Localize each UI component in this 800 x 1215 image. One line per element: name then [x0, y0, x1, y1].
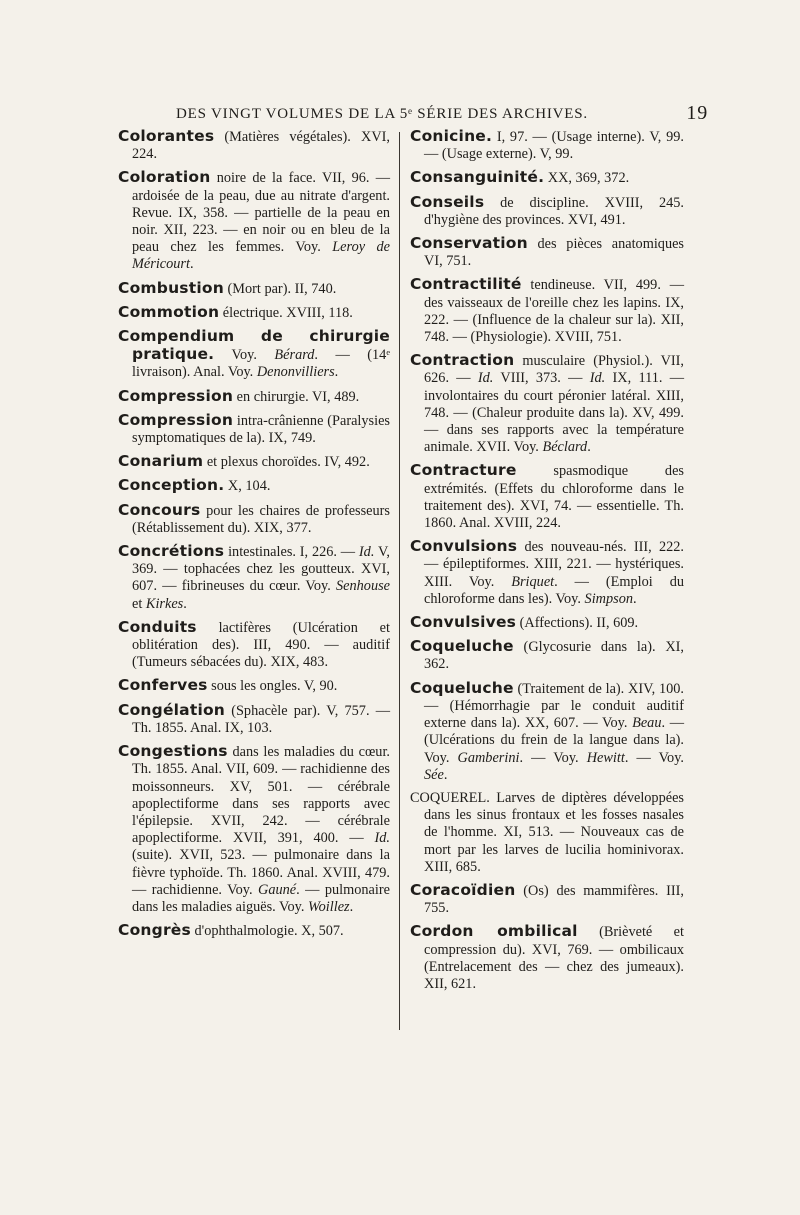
entry-text: XX, 369, 372. — [544, 170, 630, 187]
entry-text: (suite). XVII, 523. — pulmonaire dans la fièvre typhoïde. Th. 1860. Anal. XVIII, 479. — rachidienne. Voy. — [132, 847, 390, 898]
entry-headword: Compendium de chirurgie pratique. — [118, 327, 390, 364]
page-number: 19 — [686, 102, 708, 124]
entry-headword: Coqueluche — [410, 637, 514, 656]
entry-reference: Simpson — [584, 590, 634, 607]
index-entry — [118, 502, 390, 537]
entry-headword: Conception. — [118, 476, 225, 495]
index-entry — [410, 462, 684, 532]
entry-headword: Contractilité — [410, 275, 522, 294]
entry-headword: Contracture — [410, 461, 517, 480]
entry-headword: Consanguinité. — [410, 168, 545, 187]
entry-headword: Colorantes — [118, 127, 215, 145]
index-entry — [118, 477, 390, 495]
entry-reference: Béclard — [542, 439, 588, 456]
header-title: DES VINGT VOLUMES DE LA 5ᵉ SÉRIE DES ARCHIVES. — [176, 106, 588, 122]
entry-headword: Conferves — [118, 676, 208, 695]
entry-text: (Glycosurie dans la). XI, 362. — [424, 639, 684, 673]
entry-headword: Contraction — [410, 351, 515, 370]
entry-reference: Woillez — [308, 898, 350, 915]
entry-headword: Conarium — [118, 452, 204, 471]
entry-reference: Id. — [589, 370, 606, 387]
entry-text: VIII, 373. — — [493, 370, 590, 387]
index-entry — [118, 619, 390, 672]
entry-text: de discipline. XVIII, 245. d'hygiène des provinces. XVI, 491. — [424, 194, 684, 228]
entry-text: . — (Ulcérations du frein de la langue dans la). Voy. — [424, 715, 684, 766]
entry-text: lactifères (Ulcération et oblitération des). III, 490. — auditif (Tumeurs sébacées du). XIX, 483. — [132, 619, 390, 671]
entry-reference: Senhouse — [336, 578, 390, 595]
index-entry — [410, 614, 684, 632]
entry-text: d'ophthalmologie. X, 507. — [190, 923, 344, 940]
entry-text: Voy. — [214, 347, 275, 364]
index-entry — [410, 128, 684, 163]
index-entry — [410, 235, 684, 270]
entry-text: . — (14ᵉ livraison). Anal. Voy. — [132, 347, 390, 381]
entry-reference: Sée — [424, 766, 444, 783]
entry-text: (Matières végétales). XVI, 224. — [132, 129, 390, 163]
entry-reference: Leroy de Méricourt — [132, 239, 390, 273]
index-entry — [410, 194, 684, 229]
entry-text: I, 97. — (Usage interne). V, 99. — (Usage externe). V, 99. — [424, 129, 684, 163]
entry-text: électrique. XVIII, 118. — [219, 304, 353, 321]
entry-headword: Conduits — [118, 617, 197, 636]
entry-text: (Os) des mammifères. III, 755. — [424, 882, 684, 917]
entry-text: pour les chaires de professeurs (Rétablissement du). XIX, 377. — [132, 502, 390, 536]
entry-text: tendineuse. VII, 499. — des vaisseaux de l'oreille chez les lapins. IX, 222. — (Influence de la chaleur sur la). XII, 748. — (Physiologie). XVIII, 751. — [424, 277, 684, 346]
index-entry — [410, 882, 684, 917]
index-entry — [410, 790, 684, 876]
entry-text: . — [183, 595, 187, 612]
entry-text: . — pulmonaire dans les maladies aiguës. Voy. — [132, 881, 390, 915]
index-entry — [410, 276, 684, 346]
entry-headword: Compression — [118, 386, 234, 405]
entry-text: (Affections). II, 609. — [516, 615, 639, 632]
index-entry — [118, 128, 390, 163]
index-entry — [410, 352, 684, 456]
entry-reference: Gauné — [258, 881, 297, 898]
entry-text: des pièces anatomiques VI, 751. — [424, 236, 684, 270]
entry-text: en chirurgie. VI, 489. — [233, 388, 360, 405]
entry-headword: Convulsions — [410, 537, 518, 556]
index-entry — [118, 169, 390, 273]
entry-text: . — [349, 898, 354, 915]
entry-text: . — [443, 766, 448, 783]
entry-text: IX, 111. — involontaires du court péronier latéral. XIII, 748. — (Chaleur produite dans la). XV, 499. — dans ses rapports avec la température animale. XVII. Voy. — [424, 370, 684, 456]
index-entry — [410, 680, 684, 784]
entry-text: intestinales. I, 226. — — [224, 544, 359, 561]
entry-text: . — Voy. — [519, 749, 587, 766]
entry-text: des nouveau-nés. III, 222. — épileptiformes. XIII, 221. — hystériques. XIII. Voy. — [424, 539, 684, 590]
entry-reference: Briquet — [511, 573, 555, 590]
entry-reference: Denonvilliers — [256, 364, 335, 381]
index-entry — [118, 304, 390, 322]
right-column — [410, 128, 684, 999]
entry-reference: Id. — [477, 370, 494, 387]
entry-headword: Congrès — [118, 921, 191, 940]
entry-text: V, 369. — tophacées chez les goutteux. XVI, 607. — fibrineuses du cœur. Voy. — [132, 544, 391, 595]
entry-text: spasmodique des extrémités. (Effets du chloroforme dans le traitement des). XVI, 74. — essentielle. Th. 1860. Anal. XVIII, 224. — [424, 463, 684, 532]
entry-headword: Convulsives — [410, 613, 517, 632]
entry-reference: Hewitt — [586, 749, 625, 766]
index-entry — [118, 328, 390, 382]
entry-text: et — [132, 595, 146, 612]
entry-text: intra-crânienne (Paralysies symptomatiques de la). IX, 749. — [132, 412, 390, 447]
index-entry — [410, 169, 684, 187]
entry-text: sous les ongles. V, 90. — [207, 678, 338, 695]
entry-reference: Gamberini — [457, 749, 520, 766]
entry-headword: Coqueluche — [410, 678, 514, 697]
column-divider — [399, 132, 400, 1030]
entry-reference: Kirkes — [145, 595, 184, 612]
entry-headword: Conservation — [410, 234, 528, 253]
entry-reference: Id. — [358, 544, 375, 561]
entry-headword: Concrétions — [118, 542, 225, 561]
entry-text: . — [334, 364, 339, 381]
index-entry — [118, 412, 390, 447]
entry-headword: Conseils — [410, 192, 485, 211]
index-columns — [118, 128, 690, 1168]
entry-headword: Coracoïdien — [410, 880, 516, 899]
entry-text: dans les maladies du cœur. Th. 1855. Anal. VII, 609. — rachidienne des moissonneurs. XV, 501. — cérébrale apoplectiforme dans ses rapports avec l'épilepsie. XVII, 242. — cérébrale apoplectiforme. XVII, 391, 400. — — [132, 744, 390, 847]
entry-text: (Traitement de la). XIV, 100. — (Hémorrhagie par le conduit auditif externe dans la). XX, 607. — Voy. — [424, 680, 684, 732]
index-entry — [118, 388, 390, 406]
entry-text: . — [587, 439, 591, 456]
entry-headword: Compression — [118, 410, 234, 429]
entry-headword: Congestions — [118, 742, 228, 761]
entry-headword: Conicine. — [410, 127, 493, 145]
entry-text: COQUEREL. Larves de diptères développées dans les sinus frontaux et les fosses nasales de l'homme. XI, 513. — Nouveaux cas de mort par les larves de lucilia hominivorax. XIII, 685. — [410, 789, 684, 875]
index-entry — [118, 677, 390, 695]
running-header — [118, 102, 708, 126]
entry-text: (Brièveté et compression du). XVI, 769. — ombilicaux (Entrelacement des — chez des jumeaux). XII, 621. — [424, 924, 684, 992]
entry-text: musculaire (Physiol.). VII, 626. — — [424, 353, 684, 387]
entry-text: . — [633, 590, 637, 607]
entry-text: noire de la face. VII, 96. — ardoisée de la peau, due au nitrate d'argent. Revue. IX, 358. — partielle de la peau en noir. XII, 223. — en noir ou en bleu de la peau chez les femmes. Voy. — [132, 170, 390, 256]
entry-reference: Id. — [374, 830, 390, 847]
entry-text: . — [189, 256, 194, 273]
index-entry — [118, 702, 390, 737]
entry-headword: Cordon ombilical — [410, 922, 578, 941]
entry-text: et plexus choroïdes. IV, 492. — [203, 454, 370, 471]
entry-headword: Congélation — [118, 700, 226, 719]
index-entry — [410, 538, 684, 608]
index-entry — [118, 543, 390, 613]
entry-reference: Bérard — [274, 347, 315, 364]
index-entry — [118, 280, 390, 298]
index-entry — [410, 923, 684, 993]
entry-text: (Mort par). II, 740. — [223, 280, 337, 297]
left-column — [118, 128, 390, 946]
entry-headword: Commotion — [118, 302, 220, 321]
index-entry — [410, 638, 684, 673]
entry-headword: Combustion — [118, 278, 224, 297]
entry-text: X, 104. — [224, 478, 271, 495]
entry-headword: Concours — [118, 500, 201, 519]
entry-text: (Sphacèle par). V, 757. — Th. 1855. Anal. IX, 103. — [132, 702, 390, 736]
entry-reference: Beau — [632, 715, 662, 732]
entry-headword: Coloration — [118, 168, 211, 187]
entry-text: . — Voy. — [624, 749, 685, 766]
index-entry — [118, 453, 390, 471]
entry-text: . — (Emploi du chloroforme dans les). Voy. — [424, 573, 685, 607]
index-entry — [118, 922, 390, 940]
index-entry — [118, 743, 390, 916]
